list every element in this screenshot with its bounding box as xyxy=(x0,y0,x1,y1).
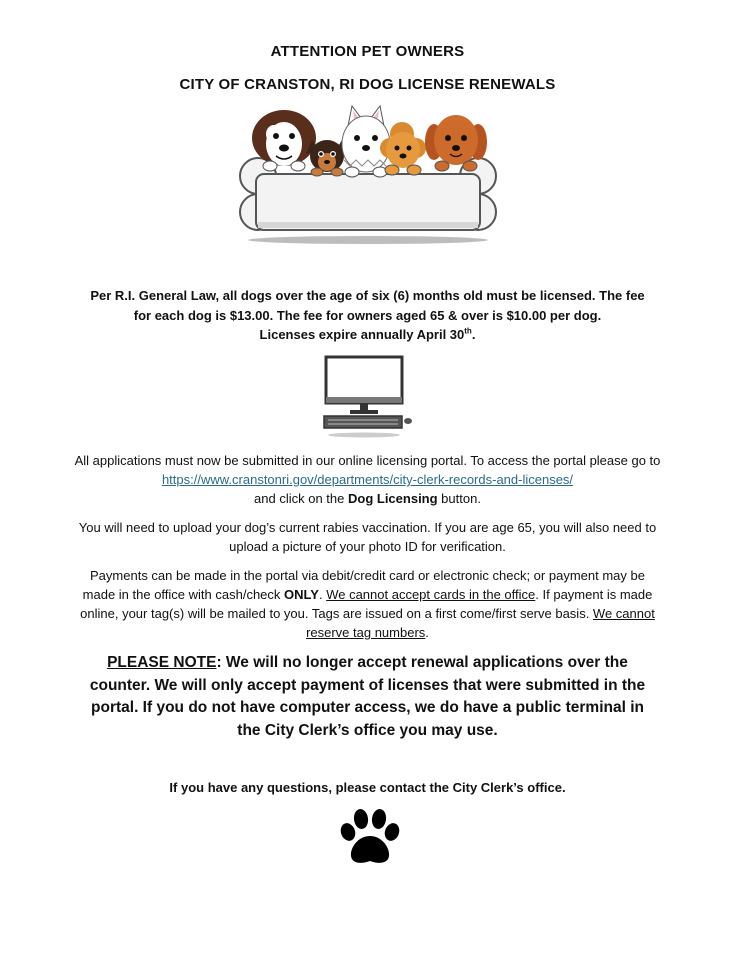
payments-text-2: . xyxy=(318,587,327,602)
applications-text: All applications must now be submitted in our online licensing portal. To access the portal please go to xyxy=(74,453,661,468)
page-subtitle: CITY OF CRANSTON, RI DOG LICENSE RENEWALS xyxy=(179,76,556,93)
please-note-label: PLEASE NOTE xyxy=(107,654,217,671)
law-notice-expiry-sup: th xyxy=(464,326,472,336)
please-note-paragraph xyxy=(80,652,655,742)
paw-print-icon xyxy=(338,808,402,868)
payments-paragraph xyxy=(72,566,663,642)
please-note-text: : We will no longer accept renewal applications over the counter. We will only accept payment of licenses that were submitted in the portal. If you do not have computer access, we do have a public terminal in the City Clerk’s office you may use. xyxy=(89,654,646,739)
payments-text: Payments can be made in the portal via debit/credit card or electronic check; or payment may be made in the office with cash/check xyxy=(82,568,645,602)
applications-text-2: and click on the xyxy=(254,491,348,506)
no-cards-notice: We cannot accept cards in the office xyxy=(326,587,536,602)
dog-licensing-label: Dog Licensing xyxy=(348,491,438,506)
contact-line: If you have any questions, please contact the City Clerk’s office. xyxy=(169,780,566,795)
page-title: ATTENTION PET OWNERS xyxy=(270,43,465,60)
payments-text-3: . If payment is made online, your tag(s) will be mailed to you. Tags are issued on a first come/first serve basis. xyxy=(80,587,653,621)
desktop-computer-icon xyxy=(320,355,416,439)
dogs-on-bone-illustration xyxy=(236,104,500,244)
law-notice-expiry-end: . xyxy=(471,327,476,342)
law-notice-expiry: Licenses expire annually April 30 xyxy=(259,327,465,342)
no-reserve-notice: We cannot reserve tag numbers xyxy=(306,606,655,640)
upload-paragraph: You will need to upload your dog’s current rabies vaccination. If you are age 65, you will also need to upload a picture of your photo ID for verification. xyxy=(78,520,657,554)
license-law-notice xyxy=(80,286,655,345)
applications-paragraph xyxy=(72,451,663,508)
payments-only: ONLY xyxy=(284,587,319,602)
law-notice-text: Per R.I. General Law, all dogs over the age of six (6) months old must be licensed. The fee for each dog is $13.00. The fee for owners aged 65 & over is $10.00 per dog. xyxy=(90,288,645,323)
payments-text-4: . xyxy=(425,625,429,640)
applications-text-3: button. xyxy=(437,491,481,506)
portal-link[interactable]: https://www.cranstonri.gov/departments/city-clerk-records-and-licenses/ xyxy=(161,472,574,487)
